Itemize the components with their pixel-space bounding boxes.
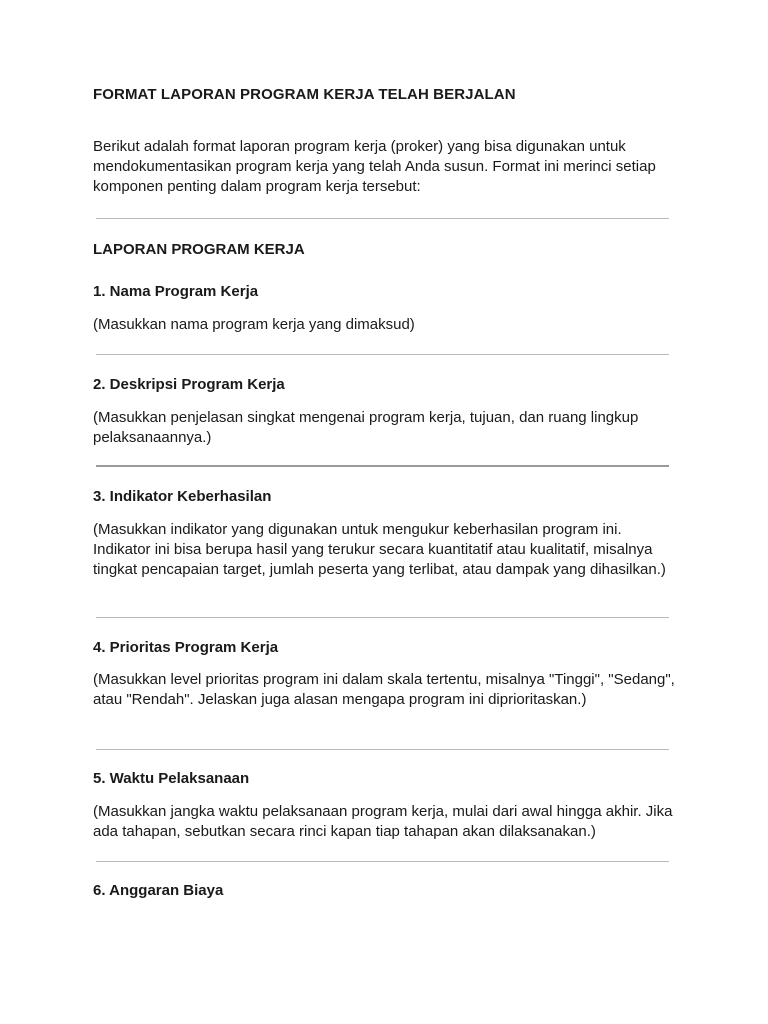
divider: [96, 617, 669, 618]
report-heading: LAPORAN PROGRAM KERJA: [93, 241, 305, 258]
section-3-body: (Masukkan indikator yang digunakan untuk mengukur keberhasilan program ini. Indikator ini bisa berupa hasil yang terukur secara kuantitatif atau kualitatif, misalnya tingkat pencapaian target, jumlah peserta yang terlibat, atau dampak yang dihasilkan.): [93, 521, 666, 578]
section-1-heading: 1. Nama Program Kerja: [93, 283, 259, 300]
section-2-heading: 2. Deskripsi Program Kerja: [93, 376, 285, 393]
divider: [96, 354, 669, 355]
section-4-body: (Masukkan level prioritas program ini dalam skala tertentu, misalnya "Tinggi", "Sedang", atau "Rendah". Jelaskan juga alasan mengapa program ini diprioritaskan.): [93, 671, 675, 708]
divider: [96, 861, 669, 862]
section-1-body: (Masukkan nama program kerja yang dimaksud): [93, 316, 415, 333]
divider: [96, 749, 669, 750]
divider: [96, 218, 669, 219]
section-5-heading: 5. Waktu Pelaksanaan: [93, 770, 250, 787]
section-4-heading: 4. Prioritas Program Kerja: [93, 639, 279, 656]
section-6-heading: 6. Anggaran Biaya: [93, 882, 224, 899]
divider: [96, 465, 669, 467]
section-5-body: (Masukkan jangka waktu pelaksanaan program kerja, mulai dari awal hingga akhir. Jika ada tahapan, sebutkan secara rinci kapan tiap tahapan akan dilaksanakan.): [93, 803, 673, 840]
section-2-body: (Masukkan penjelasan singkat mengenai program kerja, tujuan, dan ruang lingkup pelaksanaannya.): [93, 409, 639, 446]
section-3-heading: 3. Indikator Keberhasilan: [93, 488, 272, 505]
intro-paragraph: Berikut adalah format laporan program kerja (proker) yang bisa digunakan untuk mendokumentasikan program kerja yang telah Anda susun. Format ini merinci setiap komponen penting dalam program kerja tersebut:: [93, 138, 656, 195]
document-title: FORMAT LAPORAN PROGRAM KERJA TELAH BERJALAN: [93, 86, 516, 103]
